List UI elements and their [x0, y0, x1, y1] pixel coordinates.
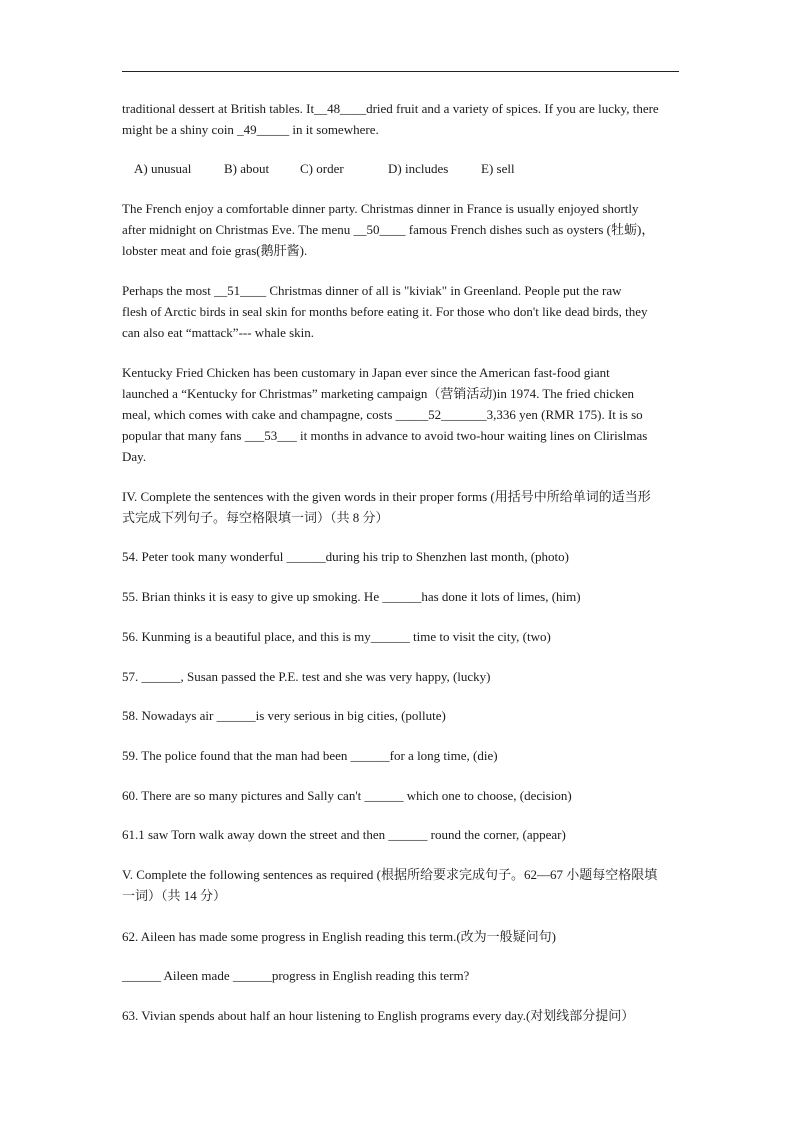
question-62-answer: ______ Aileen made ______progress in English reading this term?: [122, 968, 470, 983]
paragraph-line: after midnight on Christmas Eve. The menu __50____ famous French dishes such as oysters (牡蛎)，: [122, 222, 655, 237]
question-62: 62. Aileen has made some progress in English reading this term.(改为一般疑问句): [122, 929, 556, 944]
paragraph-line: flesh of Arctic birds in seal skin for months before eating it. For those who don't like dead birds, they: [122, 304, 648, 319]
section-heading: 一词）（共 14 分）: [122, 888, 227, 903]
paragraph-line: Kentucky Fried Chicken has been customary in Japan ever since the American fast-food giant: [122, 365, 610, 380]
question-56: 56. Kunming is a beautiful place, and this is my______ time to visit the city, (two): [122, 629, 551, 644]
section-heading: 式完成下列句子。每空格限填一词）（共 8 分）: [122, 510, 389, 525]
option-b: B) about: [224, 161, 270, 176]
question-63: 63. Vivian spends about half an hour listening to English programs every day.(对划线部分提问）: [122, 1008, 635, 1023]
option-c: C) order: [300, 161, 344, 176]
section-heading: IV. Complete the sentences with the given words in their proper forms (用括号中所给单词的适当形: [122, 489, 651, 504]
question-60: 60. There are so many pictures and Sally can't ______ which one to choose, (decision): [122, 788, 572, 803]
paragraph-line: The French enjoy a comfortable dinner party. Christmas dinner in France is usually enjoyed shortly: [122, 201, 639, 216]
question-54: 54. Peter took many wonderful ______during his trip to Shenzhen last month, (photo): [122, 549, 569, 564]
question-59: 59. The police found that the man had been ______for a long time, (die): [122, 748, 498, 763]
question-58: 58. Nowadays air ______is very serious in big cities, (pollute): [122, 708, 446, 723]
option-a: A) unusual: [134, 161, 192, 176]
option-d: D) includes: [388, 161, 449, 176]
question-55: 55. Brian thinks it is easy to give up smoking. He ______has done it lots of limes, (him): [122, 589, 581, 604]
paragraph-line: meal, which comes with cake and champagne, costs _____52_______3,336 yen (RMR 175). It is so: [122, 407, 643, 422]
passage-line: traditional dessert at British tables. It__48____dried fruit and a variety of spices. If you are lucky, there: [122, 101, 659, 116]
options-row: [134, 161, 515, 177]
header-rule: [122, 71, 679, 72]
paragraph-line: launched a “Kentucky for Christmas” marketing campaign（营销活动)in 1974. The fried chicken: [122, 386, 635, 401]
paragraph-line: Perhaps the most __51____ Christmas dinner of all is "kiviak" in Greenland. People put the raw: [122, 283, 622, 298]
paragraph-line: popular that many fans ___53___ it months in advance to avoid two-hour waiting lines on Clirislmas: [122, 428, 648, 443]
option-e: E) sell: [481, 161, 515, 176]
question-57: 57. ______, Susan passed the P.E. test and she was very happy, (lucky): [122, 669, 491, 684]
paragraph-line: Day.: [122, 449, 147, 464]
paragraph-line: lobster meat and foie gras(鹅肝酱).: [122, 243, 308, 258]
passage-line: might be a shiny coin _49_____ in it somewhere.: [122, 122, 379, 137]
section-heading: V. Complete the following sentences as required (根据所给要求完成句子。62—67 小题每空格限填: [122, 867, 658, 882]
question-61: 61.1 saw Torn walk away down the street and then ______ round the corner, (appear): [122, 827, 566, 842]
paragraph-line: can also eat “mattack”--- whale skin.: [122, 325, 315, 340]
